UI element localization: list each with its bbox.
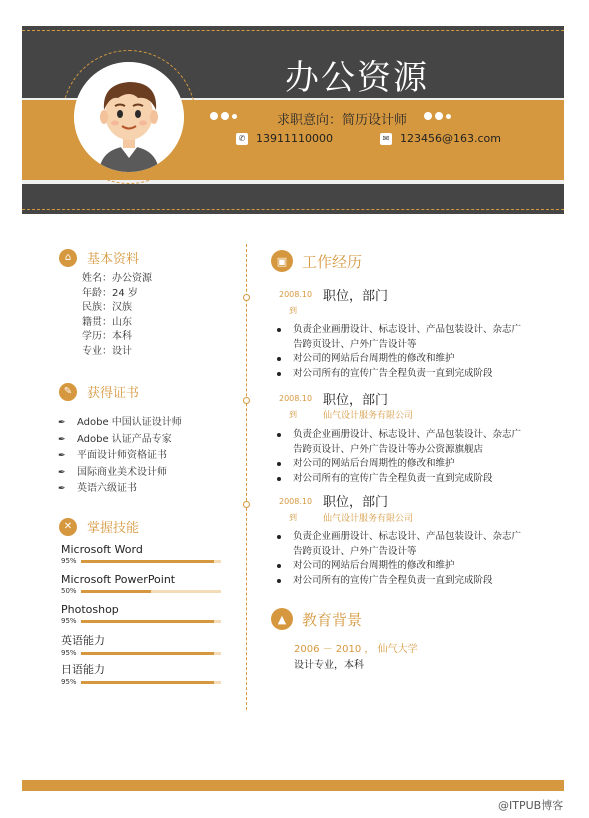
info-item: 籍贯：山东 xyxy=(82,316,132,328)
footer-accent-bar xyxy=(22,780,564,791)
job-duty: 对公司的网站后台周期性的修改和维护 xyxy=(276,352,526,367)
job-date-to: 到 xyxy=(289,410,297,419)
info-item: 民族：汉族 xyxy=(82,302,132,313)
briefcase-icon: ▣ xyxy=(271,250,293,272)
timeline-line xyxy=(246,244,247,710)
skill-item xyxy=(61,661,221,686)
skill-item xyxy=(61,603,221,625)
job-duties xyxy=(276,428,526,486)
phone-contact xyxy=(236,132,333,145)
info-item: 学历：本科 xyxy=(82,331,132,342)
skill-percent: 95% xyxy=(61,678,77,686)
skill-percent: 95% xyxy=(61,557,77,565)
job-duty: 对公司所有的宣传广告全程负责一直到完成阶段 xyxy=(276,472,526,487)
skill-percent: 50% xyxy=(61,587,77,595)
decor-dots-left xyxy=(210,112,237,120)
header-dashed-divider xyxy=(22,209,564,210)
cert-label: 英语六级证书 xyxy=(77,483,137,494)
skill-bar xyxy=(81,620,221,623)
job-date-start: 2008.10 xyxy=(279,394,313,403)
certs-heading xyxy=(59,382,139,401)
tools-icon: ✕ xyxy=(59,518,77,536)
job-duty: 对公司的网站后台周期性的修改和维护 xyxy=(276,559,526,574)
skill-name: Microsoft Word xyxy=(61,543,143,556)
header-dashed-divider xyxy=(22,30,564,31)
skill-item xyxy=(61,543,221,565)
job-duty: 对公司所有的宣传广告全程负责一直到完成阶段 xyxy=(276,574,526,589)
skill-name: 英语能力 xyxy=(61,634,105,647)
basic-info-list xyxy=(82,272,152,359)
job-date-to: 到 xyxy=(289,513,297,522)
skill-item xyxy=(61,632,221,657)
skill-name: Photoshop xyxy=(61,603,119,616)
job-title: 职位，部门 xyxy=(323,289,389,304)
job-duty: 对公司所有的宣传广告全程负责一直到完成阶段 xyxy=(276,367,526,382)
cert-label: Adobe 认证产品专家 xyxy=(77,433,172,445)
job-date xyxy=(279,391,312,423)
watermark: @ITPUB博客 xyxy=(498,799,564,812)
skill-name: 日语能力 xyxy=(61,663,105,676)
pen-icon: ✒ xyxy=(58,467,66,478)
education-detail: 设计专业，本科 xyxy=(294,660,364,671)
pen-icon: ✒ xyxy=(58,418,66,428)
job-duty: 负责企业画册设计、标志设计、产品包装设计、杂志广告跨页设计、户外广告设计等 xyxy=(276,530,526,559)
cert-item xyxy=(58,465,182,482)
cert-item xyxy=(58,481,182,498)
info-item: 年龄：24 岁 xyxy=(82,287,138,299)
skill-bar-fill xyxy=(81,590,151,593)
email-icon: ✉ xyxy=(380,133,392,145)
job-date-to: 到 xyxy=(289,306,297,315)
phone-icon: ✆ xyxy=(236,133,248,145)
job-title: 职位，部门 xyxy=(323,393,389,408)
skills-title: 掌握技能 xyxy=(87,521,140,536)
skill-bar-fill xyxy=(81,620,214,623)
skill-name: Microsoft PowerPoint xyxy=(61,573,176,586)
home-icon: ⌂ xyxy=(59,249,77,267)
email-address: 123456@163.com xyxy=(400,132,501,145)
job-date-start: 2008.10 xyxy=(279,290,313,299)
skill-bar-fill xyxy=(81,681,214,684)
timeline-node xyxy=(243,294,250,301)
pen-icon: ✒ xyxy=(58,434,66,445)
job-date-start: 2008.10 xyxy=(279,497,313,506)
certs-title: 获得证书 xyxy=(87,386,140,401)
skill-item xyxy=(61,573,221,595)
certs-list xyxy=(58,415,182,498)
education-period: 2006 － 2010 ， 仙气大学 xyxy=(294,644,418,655)
info-item: 专业：设计 xyxy=(82,345,132,357)
job-title: 职位，部门 xyxy=(323,495,389,510)
skill-bar-fill xyxy=(81,560,214,563)
job-company: 仙气设计服务有限公司 xyxy=(323,411,414,421)
cert-item xyxy=(58,415,182,432)
email-contact xyxy=(380,132,501,145)
avatar-illustration xyxy=(74,62,184,172)
phone-number: 13911110000 xyxy=(256,132,333,145)
job-date xyxy=(279,494,312,526)
cert-item xyxy=(58,448,182,465)
job-duty: 负责企业画册设计、标志设计、产品包装设计、杂志广告跨页设计、户外广告设计等办公资源旗舰店 xyxy=(276,428,526,457)
decor-dots-right xyxy=(424,112,451,120)
work-title: 工作经历 xyxy=(302,252,363,271)
job-duty: 负责企业画册设计、标志设计、产品包装设计、杂志广告跨页设计、户外广告设计等 xyxy=(276,323,526,352)
education-heading xyxy=(271,608,362,630)
timeline-node xyxy=(243,397,250,404)
cert-label: 平面设计师资格证书 xyxy=(77,450,167,461)
skill-bar-fill xyxy=(81,652,214,655)
education-title: 教育背景 xyxy=(302,610,363,629)
cert-item xyxy=(58,432,182,449)
basic-info-title: 基本资料 xyxy=(87,252,140,267)
cert-label: Adobe 中国认证设计师 xyxy=(77,417,182,428)
basic-info-heading xyxy=(59,248,139,267)
resume-header xyxy=(22,26,564,214)
certificate-icon: ✎ xyxy=(59,383,77,401)
cert-label: 国际商业美术设计师 xyxy=(77,466,167,478)
timeline-node xyxy=(243,501,250,508)
job-duty: 对公司的网站后台周期性的修改和维护 xyxy=(276,457,526,472)
skill-bar xyxy=(81,560,221,563)
pen-icon: ✒ xyxy=(58,451,66,461)
job-duties xyxy=(276,323,526,381)
skill-bar xyxy=(81,590,221,593)
skill-percent: 95% xyxy=(61,617,77,625)
job-duties xyxy=(276,530,526,588)
skill-bar xyxy=(81,652,221,655)
job-date xyxy=(279,287,312,319)
skill-percent: 95% xyxy=(61,649,77,657)
avatar xyxy=(74,62,184,172)
job-company: 仙气设计服务有限公司 xyxy=(323,514,414,524)
pen-icon: ✒ xyxy=(58,484,66,494)
skill-bar xyxy=(81,681,221,684)
graduation-cap-icon: ▲ xyxy=(271,608,293,630)
job-intent: 求职意向：简历设计师 xyxy=(276,113,407,128)
skills-heading xyxy=(59,517,139,536)
resume-name: 办公资源 xyxy=(285,58,429,98)
work-heading xyxy=(271,250,362,272)
info-item: 姓名：办公资源 xyxy=(82,273,152,284)
